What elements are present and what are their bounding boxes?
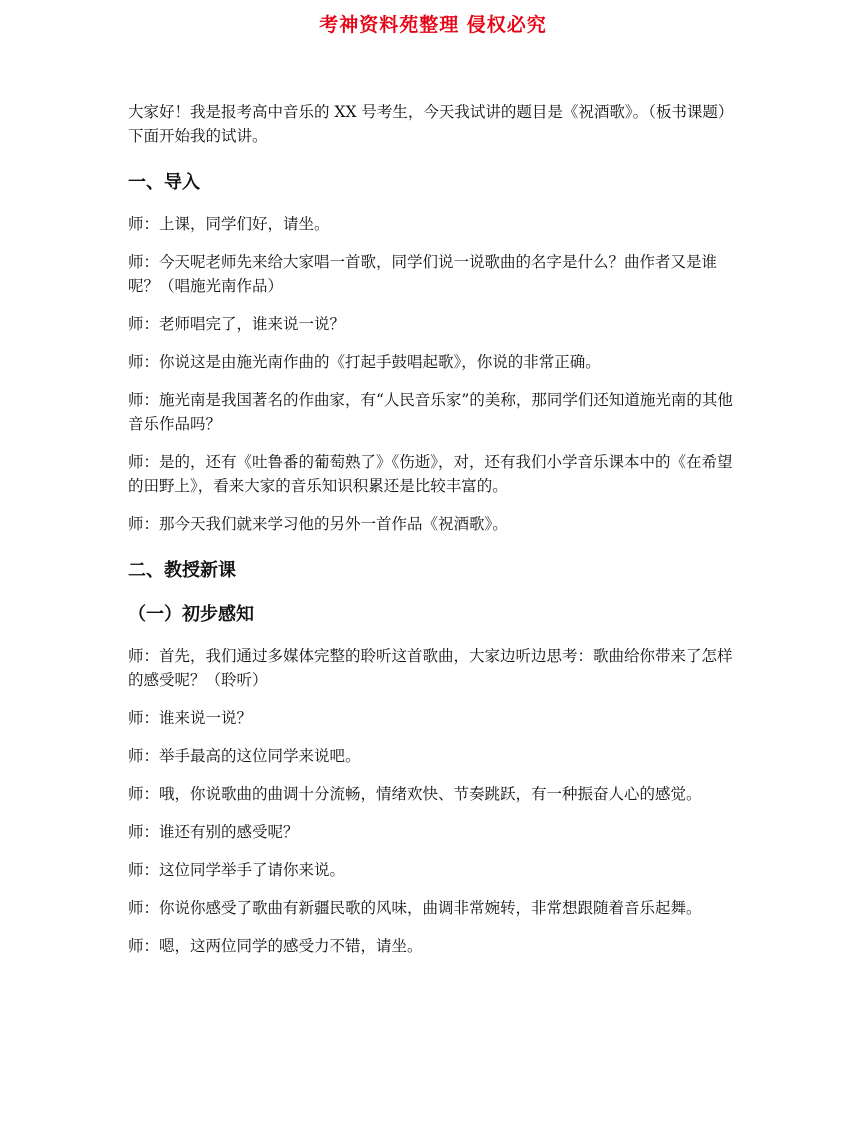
dialogue-line: 师：谁来说一说？ bbox=[128, 709, 253, 727]
dialogue-line: 师：那今天我们就来学习他的另外一首作品《祝酒歌》。 bbox=[128, 515, 508, 533]
dialogue-line: 师：举手最高的这位同学来说吧。 bbox=[128, 747, 361, 765]
dialogue-line: 师：施光南是我国著名的作曲家，有“人民音乐家”的美称，那同学们还知道施光南的其他音乐作品吗？ bbox=[128, 391, 733, 433]
intro-paragraph: 大家好！我是报考高中音乐的 XX 号考生，今天我试讲的题目是《祝酒歌》。（板书课题）下面开始我的试讲。 bbox=[128, 103, 734, 145]
section-heading-new-lesson: 二、教授新课 bbox=[128, 560, 236, 581]
dialogue-line: 师：首先，我们通过多媒体完整的聆听这首歌曲，大家边听边思考：歌曲给你带来了怎样的感受呢？（聆听） bbox=[128, 647, 733, 689]
subsection-heading: （一）初步感知 bbox=[128, 604, 254, 625]
dialogue-line: 师：谁还有别的感受呢？ bbox=[128, 823, 299, 841]
document-body bbox=[128, 100, 740, 972]
dialogue-line: 师：你说这是由施光南作曲的《打起手鼓唱起歌》，你说的非常正确。 bbox=[128, 353, 601, 371]
dialogue-line: 师：你说你感受了歌曲有新疆民歌的风味，曲调非常婉转，非常想跟随着音乐起舞。 bbox=[128, 899, 702, 917]
page-header-watermark: 考神资料苑整理 侵权必究 bbox=[319, 14, 547, 36]
dialogue-line: 师：今天呢老师先来给大家唱一首歌，同学们说一说歌曲的名字是什么？曲作者又是谁呢？（唱施光南作品） bbox=[128, 253, 718, 295]
dialogue-line: 师：是的，还有《吐鲁番的葡萄熟了》《伤逝》，对，还有我们小学音乐课本中的《在希望的田野上》，看来大家的音乐知识积累还是比较丰富的。 bbox=[128, 453, 733, 495]
section-heading-intro: 一、导入 bbox=[128, 172, 200, 193]
dialogue-line: 师：这位同学举手了请你来说。 bbox=[128, 861, 346, 879]
dialogue-line: 师：哦，你说歌曲的曲调十分流畅，情绪欢快、节奏跳跃，有一种振奋人心的感觉。 bbox=[128, 785, 702, 803]
dialogue-line: 师：老师唱完了，谁来说一说？ bbox=[128, 315, 346, 333]
dialogue-line: 师：上课，同学们好，请坐。 bbox=[128, 215, 330, 233]
dialogue-line: 师：嗯，这两位同学的感受力不错，请坐。 bbox=[128, 937, 423, 955]
